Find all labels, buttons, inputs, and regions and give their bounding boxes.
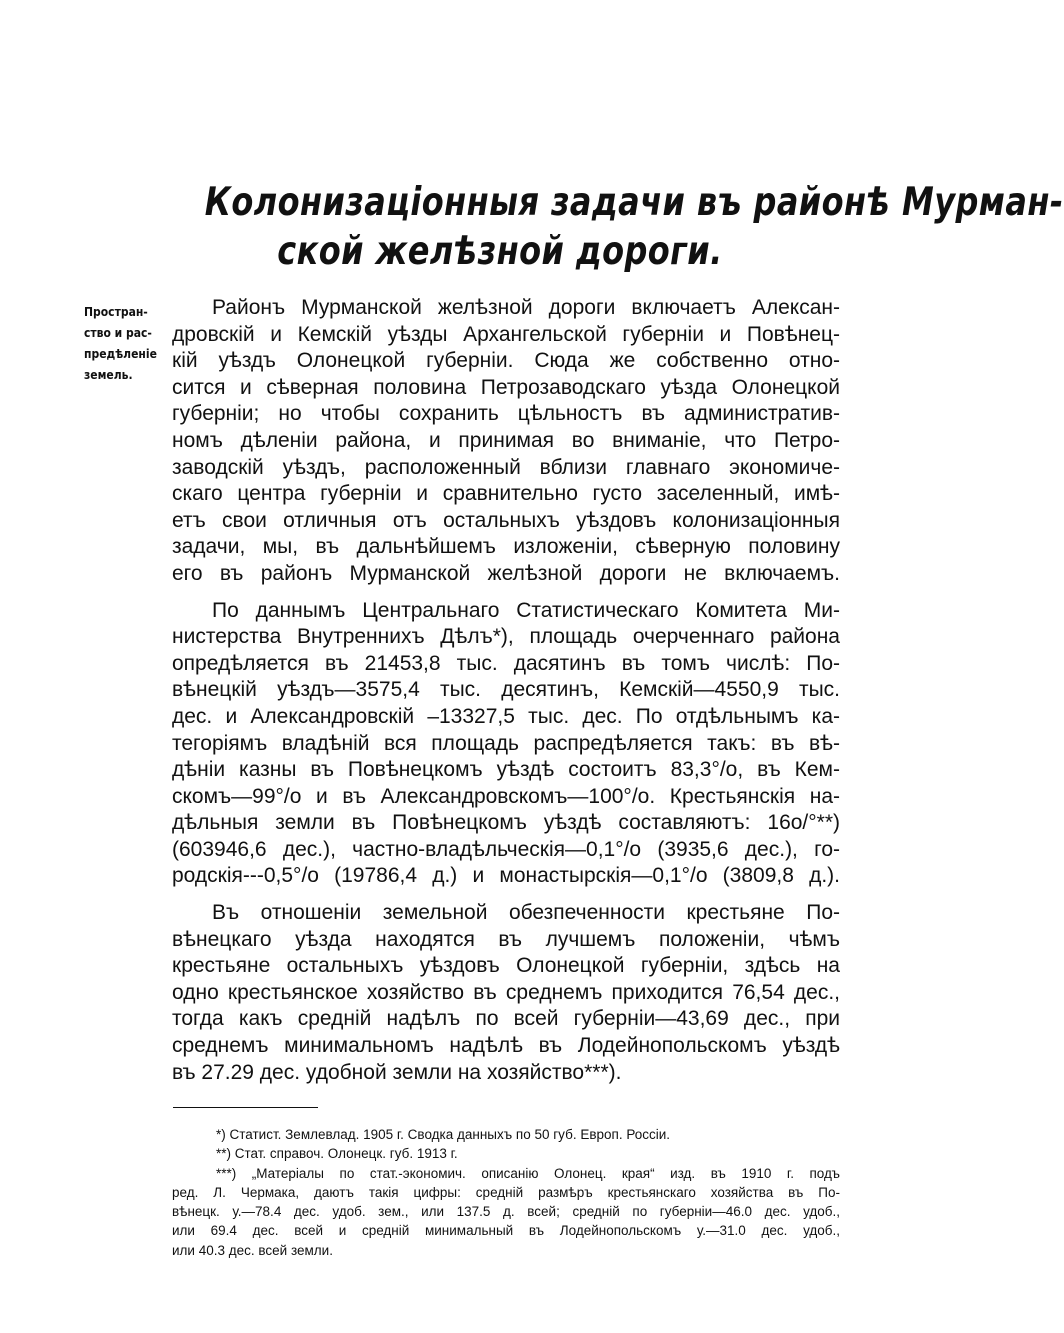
footnote-3-continued: ред. Л. Чермака, даютъ такія цифры: средній размѣръ крестьянскаго хозяйства въ По- bbox=[172, 1184, 840, 1200]
text-line: родскія---0,5°/о (19786,4 д.) и монастырскія—0,1°/о (3809,8 д.). bbox=[172, 864, 840, 888]
footnote-2: **) Стат. справоч. Олонецк. губ. 1913 г. bbox=[216, 1146, 458, 1162]
text-line: крестьяне остальныхъ уѣздовъ Олонецкой губерніи, здѣсь на bbox=[172, 954, 840, 978]
text-line: сится и сѣверная половина Петрозаводскаго уѣзда Олонецкой bbox=[172, 375, 840, 399]
text-line: вѣнецкаго уѣзда находятся въ лучшемъ положеніи, чѣмъ bbox=[172, 927, 840, 951]
page-title bbox=[204, 178, 1064, 276]
footnote-3: ***) „Матеріалы по стат.-экономич. описанію Олонец. края“ изд. въ 1910 г. подъ bbox=[216, 1165, 840, 1181]
text-line: тогда какъ средній надѣлъ по всей губерніи—43,69 дес., при bbox=[172, 1007, 840, 1031]
text-line: (603946,6 дес.), частно-владѣльческія—0,1°/о (3935,6 дес.), го- bbox=[172, 837, 840, 861]
paragraph-2 bbox=[172, 598, 840, 891]
paragraph-gap bbox=[172, 588, 840, 598]
paragraph-1 bbox=[172, 295, 840, 588]
footnotes bbox=[172, 1125, 840, 1260]
text-line: вѣнецкій уѣздъ—3575,4 тыс. десятинъ, Кемскій—4550,9 тыс. bbox=[172, 678, 840, 702]
text-line: дѣльныя земли въ Повѣнецкомъ уѣздѣ составляютъ: 16о/°**) bbox=[172, 811, 840, 835]
title-line-2: ской желѣзной дороги. bbox=[277, 229, 723, 274]
footnote-divider bbox=[173, 1107, 318, 1108]
footnote-3-continued: или 40.3 дес. всей земли. bbox=[172, 1242, 333, 1258]
text-line: кій уѣздъ Олонецкой губерніи. Сюда же собственно отно- bbox=[172, 349, 840, 373]
text-line: его въ районъ Мурманской желѣзной дороги не включаемъ. bbox=[172, 561, 840, 585]
title-line-1: Колонизаціонныя задачи въ районѣ Мурман- bbox=[204, 180, 1064, 225]
body-text bbox=[172, 295, 840, 1086]
paragraph-3 bbox=[172, 900, 840, 1086]
text-line: среднемъ минимальномъ надѣлѣ въ Лодейнопольскомъ уѣздѣ bbox=[172, 1034, 840, 1058]
text-line: заводскій уѣздъ, расположенный вблизи главнаго экономиче- bbox=[172, 455, 840, 479]
footnote-3-continued: или 69.4 дес. всей и средній минимальный въ Лодейнопольскомъ у.—31.0 дес. удоб., bbox=[172, 1223, 840, 1239]
text-line: дѣніи казны въ Повѣнецкомъ уѣздѣ состоитъ 83,3°/о, въ Кем- bbox=[172, 758, 840, 782]
text-line: По даннымъ Центральнаго Статистическаго Комитета Ми- bbox=[212, 598, 840, 622]
text-line: тегоріямъ владѣній вся площадь распредѣляется такъ: въ вѣ- bbox=[172, 731, 840, 755]
margin-note-line: земель. bbox=[84, 368, 133, 382]
margin-note bbox=[84, 302, 176, 386]
text-line: дес. и Александровскій –13327,5 тыс. дес. По отдѣльнымъ ка- bbox=[172, 704, 840, 728]
text-line: нистерства Внутреннихъ Дѣлъ*), площадь очерченнаго района bbox=[172, 625, 840, 649]
text-line: Въ отношеніи земельной обезпеченности крестьяне По- bbox=[212, 901, 840, 925]
footnote-1: *) Статист. Землевлад. 1905 г. Сводка данныхъ по 50 губ. Европ. Россіи. bbox=[216, 1127, 671, 1142]
margin-note-line: предѣленіе bbox=[84, 347, 157, 361]
text-line: скаго центра губерніи и сравнительно густо заселенный, имѣ- bbox=[172, 482, 840, 506]
text-line: опредѣляется въ 21453,8 тыс. дасятинъ въ томъ числѣ: По- bbox=[172, 651, 840, 675]
text-line: дровскій и Кемскій уѣзды Архангельской губерніи и Повѣнец- bbox=[172, 322, 840, 346]
text-line: одно крестьянское хозяйство въ среднемъ приходится 76,54 дес., bbox=[172, 980, 840, 1004]
text-line: номъ дѣленіи района, и принимая во вниманіе, что Петро- bbox=[172, 428, 840, 452]
text-line: губерніи; но чтобы сохранить цѣльностъ въ административ- bbox=[172, 402, 840, 426]
text-line: етъ свои отличныя отъ остальныхъ уѣздовъ колонизаціонныя bbox=[172, 508, 840, 532]
margin-note-line: Простран- bbox=[84, 305, 148, 319]
text-line: задачи, мы, въ дальнѣйшемъ изложеніи, сѣверную половину bbox=[172, 535, 840, 559]
footnote-3-continued: вѣнецк. у.—78.4 дес. удоб. зем., или 137.5 д. всей; средній по губерніи—46.0 дес. удоб., bbox=[172, 1204, 840, 1220]
text-line: Районъ Мурманской желѣзной дороги включаетъ Алексан- bbox=[212, 296, 840, 319]
text-line: скомъ—99°/о и въ Александровскомъ—100°/о. Крестьянскія на- bbox=[172, 784, 840, 808]
margin-note-line: ство и рас- bbox=[84, 326, 152, 340]
paragraph-gap bbox=[172, 890, 840, 900]
text-line: въ 27.29 дес. удобной земли на хозяйство***). bbox=[172, 1060, 622, 1084]
